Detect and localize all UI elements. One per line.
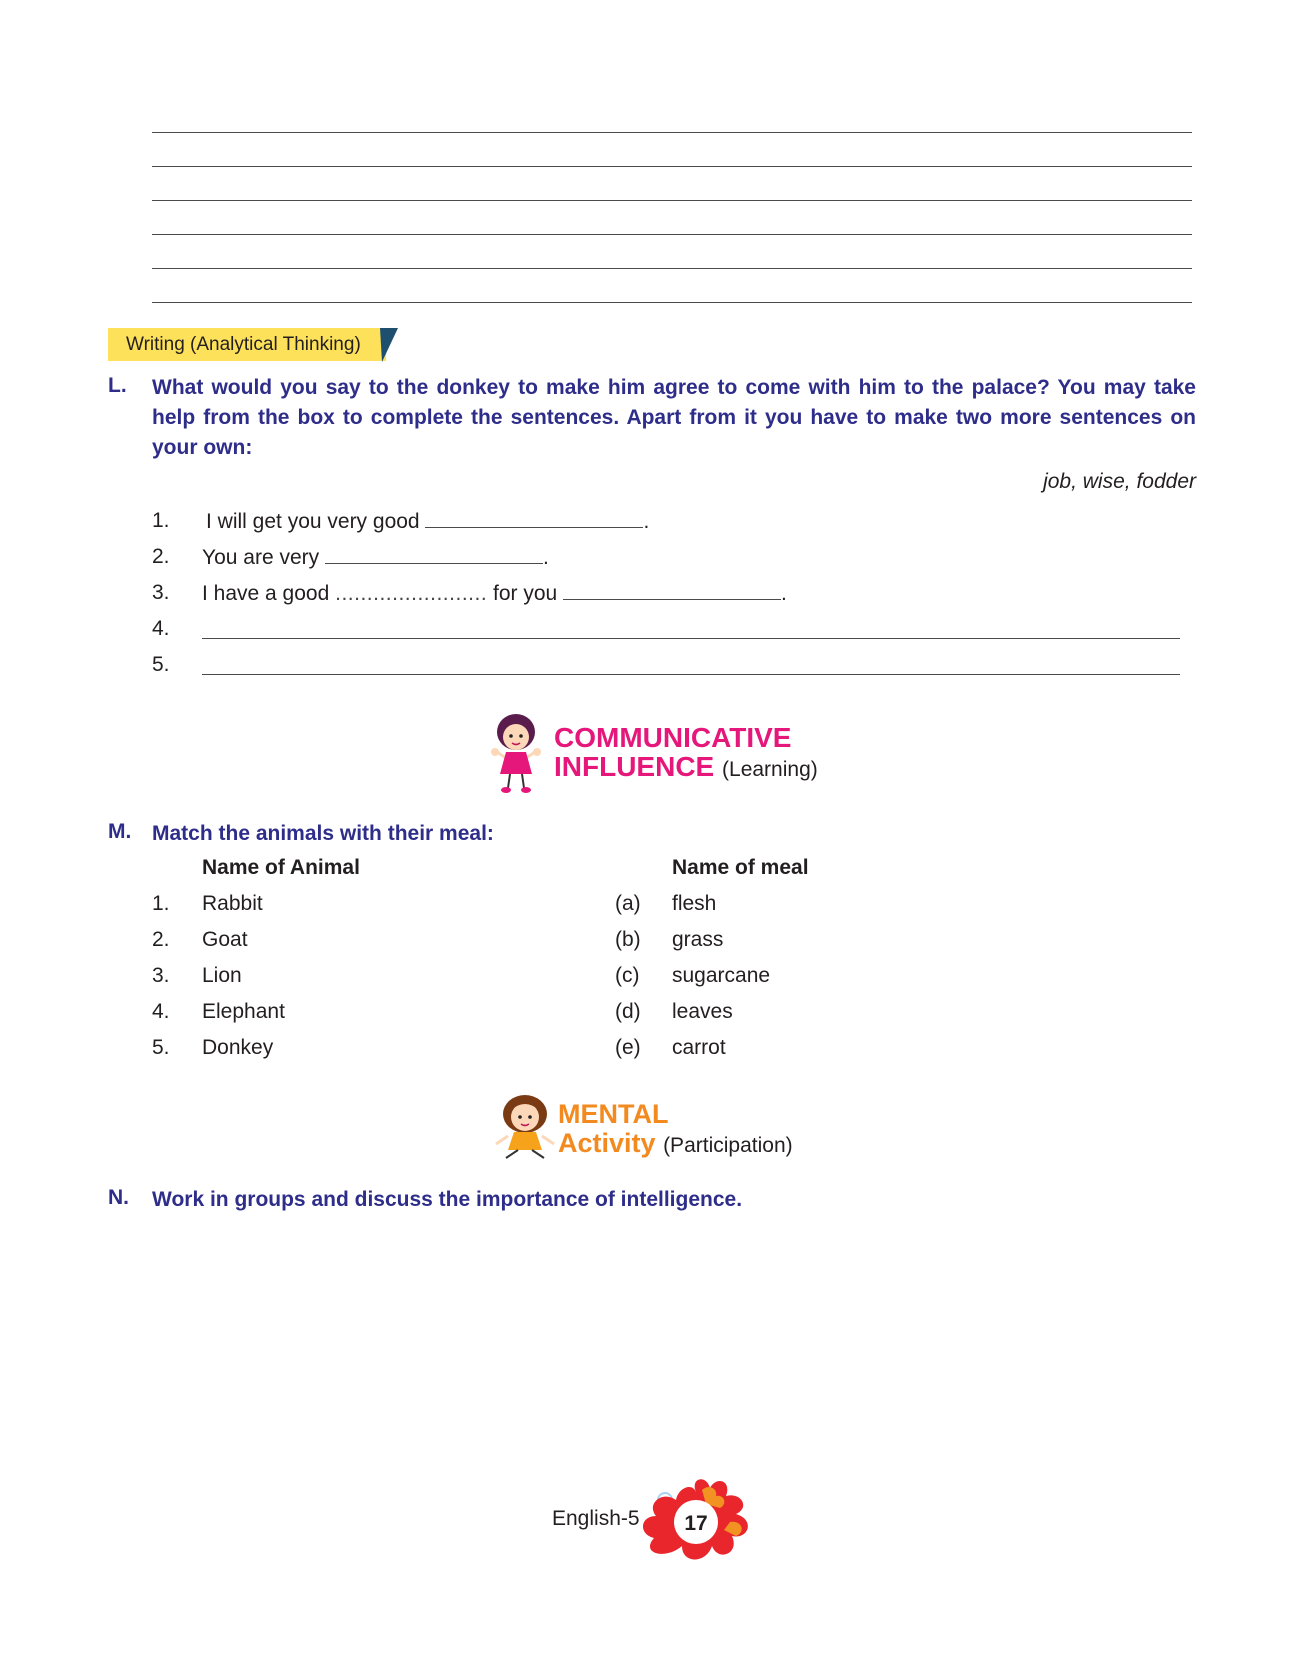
answer-line (152, 166, 1192, 167)
answer-line (152, 268, 1192, 269)
mental-title-line1: MENTAL (558, 1099, 669, 1129)
column-header-animal: Name of Animal (202, 856, 360, 879)
sentence-4-blank[interactable] (202, 638, 1180, 639)
meal-key: (e) (615, 1036, 641, 1059)
column-header-meal: Name of meal (672, 856, 809, 879)
sentence-1-text: I will get you very good (206, 510, 420, 533)
sentence-number: 4. (152, 617, 170, 640)
girl-orange-dress-icon (492, 1092, 558, 1162)
question-l-letter: L. (108, 374, 127, 397)
match-row-number: 2. (152, 928, 170, 951)
meal-name: carrot (672, 1036, 726, 1059)
question-n-text: Work in groups and discuss the importance of intelligence. (152, 1188, 743, 1211)
sentence-number: 1. (152, 509, 170, 532)
answer-line (152, 200, 1192, 201)
question-n-letter: N. (108, 1186, 129, 1209)
girl-pink-dress-icon (486, 712, 546, 794)
hint-words: job, wise, fodder (1043, 470, 1196, 493)
meal-key: (c) (615, 964, 640, 987)
answer-line (152, 234, 1192, 235)
tag-flag-icon (376, 326, 398, 364)
meal-name: grass (672, 928, 724, 951)
question-m-text: Match the animals with their meal: (152, 822, 494, 845)
fill-blank[interactable] (325, 545, 543, 564)
skill-tag-label: Writing (Analytical Thinking) (126, 334, 361, 355)
match-row-number: 3. (152, 964, 170, 987)
sentence-2-text: You are very (202, 546, 320, 569)
communicative-title-line1: COMMUNICATIVE (554, 722, 792, 753)
animal-name: Goat (202, 928, 248, 951)
match-row-number: 5. (152, 1036, 170, 1059)
question-l-text: What would you say to the donkey to make him agree to come with him to the palace? You may take help from the box to complete the sentences. Apart from it you have to make two more sentences on your own: (152, 376, 1196, 459)
sentence-2: You are very . (202, 546, 549, 569)
fill-blank[interactable] (563, 581, 781, 600)
sentence-5-blank[interactable] (202, 674, 1180, 675)
sentence-number: 2. (152, 545, 170, 568)
meal-name: leaves (672, 1000, 733, 1023)
page-number: 17 (684, 1512, 708, 1535)
sentence-3-text: I have a good (202, 582, 330, 605)
match-row-number: 1. (152, 892, 170, 915)
match-row-number: 4. (152, 1000, 170, 1023)
sentence-number: 3. (152, 581, 170, 604)
meal-name: flesh (672, 892, 717, 915)
meal-key: (d) (615, 1000, 641, 1023)
sentence-number: 5. (152, 653, 170, 676)
animal-name: Donkey (202, 1036, 274, 1059)
communicative-title-line2: INFLUENCE (554, 751, 715, 782)
communicative-subtitle: (Learning) (722, 758, 818, 781)
meal-key: (a) (615, 892, 641, 915)
meal-name: sugarcane (672, 964, 771, 987)
answer-line (152, 302, 1192, 303)
sentence-3-middle: for you (493, 582, 558, 605)
animal-name: Rabbit (202, 892, 263, 915)
answer-line (152, 132, 1192, 133)
book-name: English-5 (552, 1507, 640, 1530)
fill-blank[interactable] (425, 509, 643, 528)
mental-title (558, 1100, 793, 1160)
dotted-blank[interactable]: ........................ (335, 582, 488, 605)
communicative-title (554, 723, 818, 784)
animal-name: Elephant (202, 1000, 285, 1023)
mental-subtitle: (Participation) (663, 1134, 793, 1157)
sentence-1: I will get you very good . (206, 510, 650, 533)
page-splash-graphic (632, 1474, 760, 1566)
animal-name: Lion (202, 964, 242, 987)
sentence-3: I have a good ........................ for you . (202, 582, 787, 605)
meal-key: (b) (615, 928, 641, 951)
question-m-letter: M. (108, 820, 132, 843)
mental-title-line2: Activity (558, 1128, 656, 1158)
